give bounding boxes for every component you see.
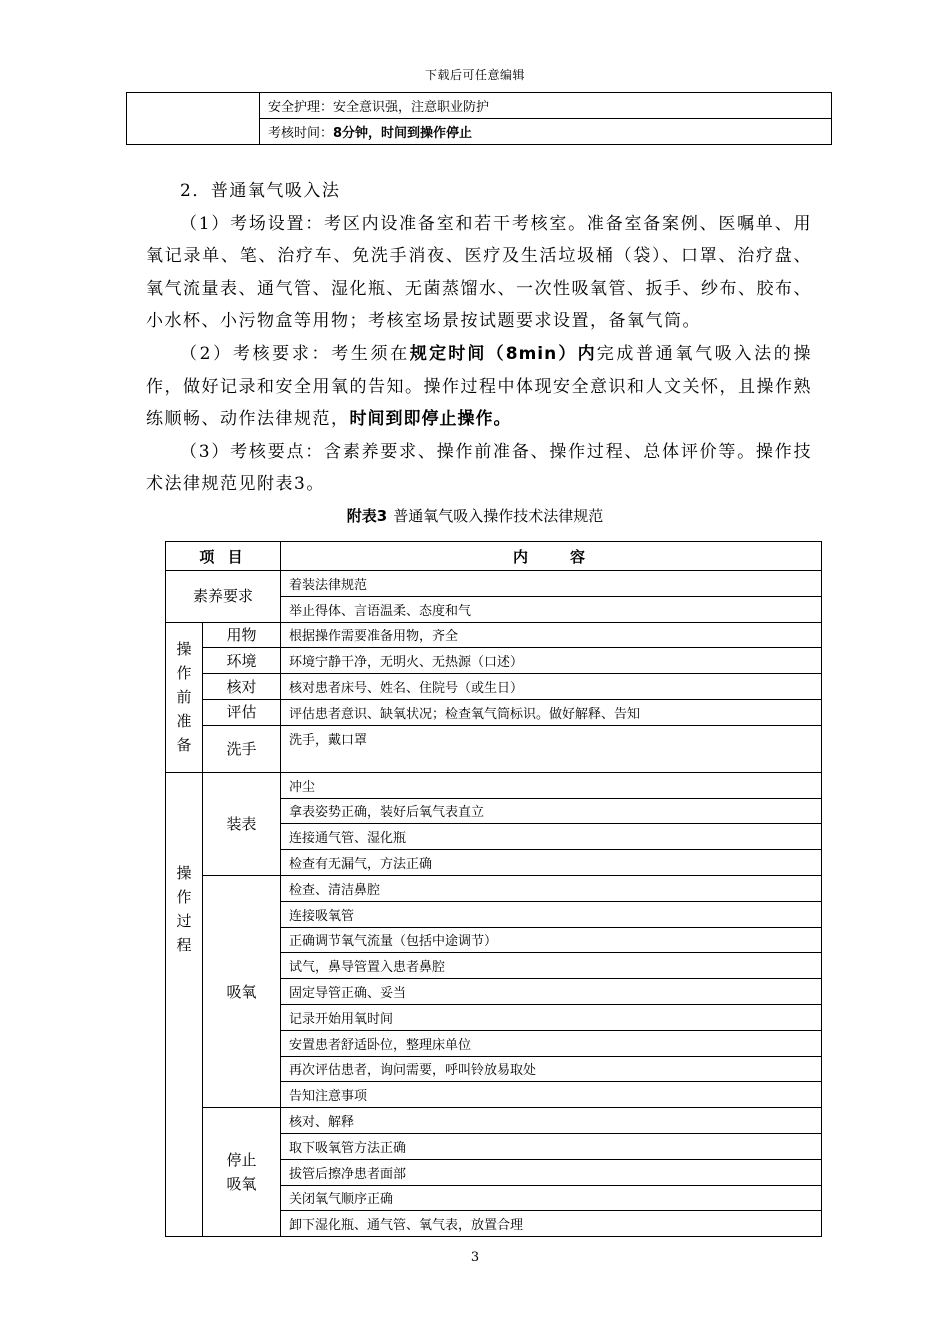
caption-text: 普通氧气吸入操作技术法律规范 <box>393 507 604 525</box>
top-table <box>126 92 832 145</box>
header-content: 内 容 <box>281 542 822 571</box>
top-table-row <box>260 119 832 145</box>
sub-item-tingzhi: 停止 吸氧 <box>203 1108 281 1237</box>
table-row: 检查、清洁鼻腔 <box>281 875 822 901</box>
table-row: 拿表姿势正确，装好后氧气表直立 <box>281 798 822 824</box>
table-caption <box>0 505 950 526</box>
table-row: 核对、解释 <box>281 1108 822 1134</box>
table-row: 举止得体、言语温柔、态度和气 <box>281 596 822 622</box>
top-table-row: 安全护理：安全意识强，注意职业防护 <box>260 93 832 119</box>
sub-item: 洗手 <box>203 725 281 772</box>
sub-item-zhuangbiao: 装表 <box>203 772 281 875</box>
table-row: 检查有无漏气，方法正确 <box>281 850 822 876</box>
category-suyang: 素养要求 <box>166 571 281 623</box>
standards-table <box>165 541 822 1237</box>
table-row: 根据操作需要准备用物，齐全 <box>281 622 822 648</box>
paragraph-exam-requirements <box>146 338 812 436</box>
header-item: 项 目 <box>166 542 281 571</box>
header-note: 下载后可任意编辑 <box>424 68 525 82</box>
table-row: 试气，鼻导管置入患者鼻腔 <box>281 953 822 979</box>
table-row: 洗手，戴口罩 <box>281 725 822 772</box>
table-row: 核对患者床号、姓名、住院号（或生日） <box>281 674 822 700</box>
top-table-blank-cell <box>127 93 260 145</box>
table-row: 再次评估患者，询问需要，呼叫铃放易取处 <box>281 1056 822 1082</box>
table-row: 评估患者意识、缺氧状况；检查氧气筒标识。做好解释、告知 <box>281 699 822 725</box>
category-process: 操 作 过 程 <box>166 772 203 1236</box>
req-text-bold-time: 规定时间（8min）内 <box>409 343 597 364</box>
table-row: 安置患者舒适卧位，整理床单位 <box>281 1030 822 1056</box>
category-preparation: 操 作 前 准 备 <box>166 622 203 772</box>
req-text-c: 完成普通氧气吸入法的操作，做好记录和安全用氧的告知。操作过程中体现安全意识和人文关怀，且操作熟练顺畅、动作法律规范， <box>146 343 812 430</box>
table-row: 取下吸氧管方法正确 <box>281 1133 822 1159</box>
table-row: 固定导管正确、妥当 <box>281 979 822 1005</box>
section-title: 2．普通氧气吸入法 <box>180 181 341 201</box>
table-row: 环境宁静干净，无明火、无热源（口述） <box>281 648 822 674</box>
req-text-bold-stop: 时间到即停止操作。 <box>349 409 512 430</box>
table-row: 连接通气管、湿化瓶 <box>281 824 822 850</box>
paragraph-exam-setup: （1）考场设置：考区内设准备室和若干考核室。准备室备案例、医嘱单、用氧记录单、笔、治疗车、免洗手消夜、医疗及生活垃圾桶（袋）、口罩、治疗盘、氧气流量表、通气管、湿化瓶、无菌蒸馏水、一次性吸氧管、扳手、纱布、胶布、小水杯、小污物盒等用物；考核室场景按试题要求设置，备氧气筒。 <box>146 213 812 332</box>
table-row: 冲尘 <box>281 772 822 798</box>
exam-time-value: 8分钟，时间到操作停止 <box>333 126 473 141</box>
page-number: 3 <box>470 1250 480 1265</box>
req-text-a: （2）考核要求：考生须在 <box>180 343 410 364</box>
table-row: 卸下湿化瓶、通气管、氧气表，放置合理 <box>281 1211 822 1237</box>
sub-item: 评估 <box>203 699 281 725</box>
table-row: 关闭氧气顺序正确 <box>281 1185 822 1211</box>
paragraph-exam-points: （3）考核要点：含素养要求、操作前准备、操作过程、总体评价等。操作技术法律规范见附表3。 <box>146 441 812 495</box>
table-row: 拔管后擦净患者面部 <box>281 1159 822 1185</box>
table-row: 正确调节氧气流量（包括中途调节） <box>281 927 822 953</box>
exam-time-label: 考核时间： <box>268 126 334 141</box>
caption-label: 附表3 <box>346 507 388 525</box>
sub-item: 核对 <box>203 674 281 700</box>
sub-item: 环境 <box>203 648 281 674</box>
table-row: 记录开始用氧时间 <box>281 1004 822 1030</box>
body-text <box>146 175 812 501</box>
sub-item: 用物 <box>203 622 281 648</box>
sub-item-xiyang: 吸氧 <box>203 875 281 1107</box>
table-row: 连接吸氧管 <box>281 901 822 927</box>
table-row: 着装法律规范 <box>281 571 822 597</box>
table-row: 告知注意事项 <box>281 1082 822 1108</box>
